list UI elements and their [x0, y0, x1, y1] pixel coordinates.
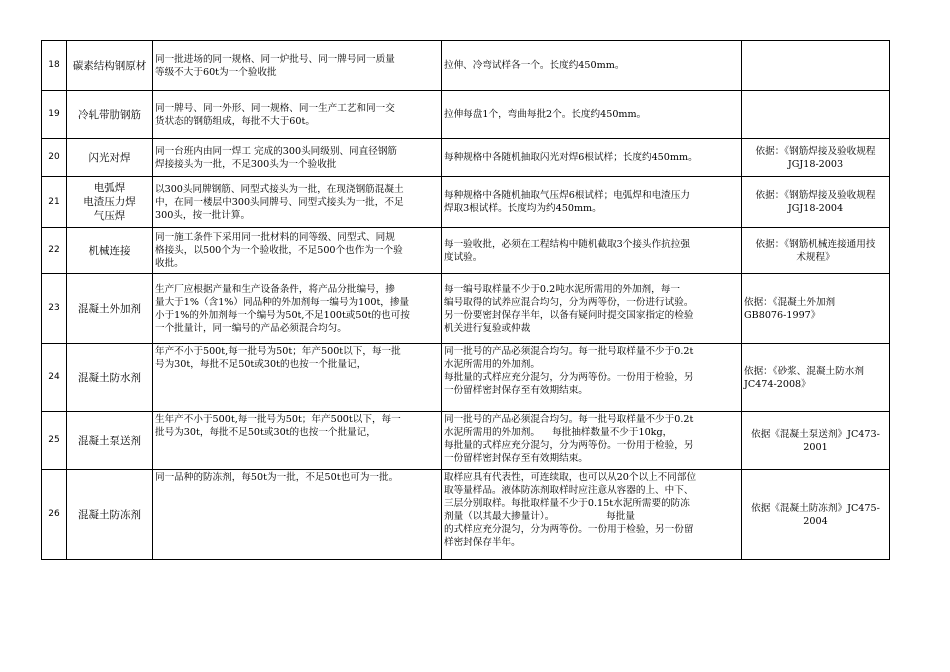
standard-basis-line: 依据：《混凝土外加剂	[744, 296, 836, 308]
sampling-method-line: 一份留样密封保存至有效期结束。	[444, 385, 588, 396]
sampling-method-line: 每批量的式样应充分混匀，分为两等份。一份用于检验，另	[444, 372, 694, 383]
batch-rule-line: 等级不大于60t为一个验收批	[155, 66, 277, 78]
batch-rule	[153, 274, 442, 344]
batch-rule	[153, 177, 442, 228]
standard-basis-line: 2004	[803, 515, 828, 527]
batch-rule-line: 货状态的钢筋组成，每批不大于60t。	[155, 115, 315, 127]
batch-rule	[153, 228, 442, 274]
material-name	[67, 228, 153, 274]
sampling-method	[442, 41, 742, 91]
material-name-line: 混凝土防冻剂	[78, 508, 141, 521]
standard-basis-line: 依据《混凝土泵送剂》JC473-	[751, 428, 880, 440]
material-name	[67, 344, 153, 412]
sampling-method-line: 三层分别取样。每批取样量不少于0.15t水泥所需要的防冻	[444, 498, 690, 509]
material-name-line: 电弧焊	[93, 182, 126, 194]
material-name-line: 机械连接	[88, 244, 131, 257]
sampling-method	[442, 228, 742, 274]
batch-rule	[153, 91, 442, 139]
standard-basis-line: 依据：《钢筋机械连接通用技	[755, 238, 876, 250]
batch-rule	[153, 41, 442, 91]
batch-rule-line: 中，在同一楼层中300头同牌号、同型式接头为一批，不足	[155, 196, 404, 208]
table-row	[42, 177, 890, 228]
sampling-method	[442, 139, 742, 177]
material-name	[67, 91, 153, 139]
inspection-sampling-table	[41, 40, 890, 560]
sampling-method-line: 每批量的式样应充分混匀，分为两等份。一份用于检验，另	[444, 440, 694, 451]
material-name	[67, 412, 153, 470]
batch-rule-line: 生产厂应根据产量和生产设备条件，将产品分批编号，掺	[155, 283, 395, 295]
standard-basis-line: 术规程》	[796, 251, 835, 263]
sampling-method-line: 编号取得的试养应混合均匀，分为两等份，一份进行试验。	[444, 296, 694, 308]
batch-rule-line: 小于1%的外加剂每一个编号为50t,不足100t或50t的也可按	[155, 309, 410, 321]
material-name	[67, 274, 153, 344]
material-name	[67, 177, 153, 228]
sampling-method-line: 拉伸、冷弯试样各一个。长度约450mm。	[444, 60, 625, 71]
batch-rule-line: 年产不小于500t,每一批号为50t；年产500t以下，每一批	[155, 346, 401, 357]
table-row	[42, 470, 890, 560]
batch-rule	[153, 344, 442, 412]
sampling-method-line: 水泥所需用的外加剂。 每批抽样数量不少于10kg，	[444, 427, 673, 438]
standard-basis-line: JGJ18-2003	[787, 158, 844, 170]
sampling-method-line: 水泥所需用的外加剂。	[444, 359, 540, 370]
batch-rule-line: 300头，按一批计算。	[155, 209, 251, 221]
batch-rule-line: 同一牌号、同一外形、同一规格、同一生产工艺和同一交	[155, 102, 395, 114]
standard-basis	[742, 274, 890, 344]
standard-basis-line: 2001	[803, 441, 828, 453]
table-row	[42, 274, 890, 344]
material-name-line: 碳素结构钢原材	[72, 59, 147, 72]
sampling-method	[442, 344, 742, 412]
row-number: 21	[42, 177, 67, 228]
table-row	[42, 41, 890, 91]
batch-rule-line: 批号为30t，每批不足50t或30t的也按一个批量记，	[155, 427, 376, 438]
batch-rule-line: 量大于1%（含1%）同品种的外加剂每一编号为100t，掺量	[155, 296, 410, 308]
sampling-method-line: 焊取3根试样。长度均为约450mm。	[444, 203, 602, 214]
row-number: 24	[42, 344, 67, 412]
standard-basis-line: 依据：《砂浆、混凝土防水剂	[744, 365, 864, 377]
sampling-method-line: 另一份要密封保存半年，以备有疑问时提交国家指定的检验	[444, 309, 694, 321]
batch-rule-line: 格接头，以500个为一个验收批，不足500个也作为一个验	[155, 245, 403, 256]
standard-basis-line: 依据：《钢筋焊接及验收规程	[755, 190, 876, 201]
standard-basis	[742, 344, 890, 412]
row-number: 23	[42, 274, 67, 344]
table-body	[42, 41, 890, 560]
standard-basis	[742, 91, 890, 139]
standard-basis	[742, 412, 890, 470]
standard-basis-line: JC474-2008》	[744, 378, 811, 390]
standard-basis	[742, 177, 890, 228]
sampling-method-line: 度试验。	[444, 251, 483, 263]
sampling-method-line: 同一批号的产品必须混合均匀。每一批号取样量不少于0.2t	[444, 346, 694, 357]
row-number: 25	[42, 412, 67, 470]
sampling-method-line: 机关进行复验或仲裁	[444, 322, 531, 334]
sampling-method	[442, 412, 742, 470]
standard-basis-line: GB8076-1997》	[744, 309, 821, 321]
material-name	[67, 139, 153, 177]
sampling-method-line: 的式样应充分混匀，分为两等份。一份用于检验，另一份留	[444, 524, 694, 535]
sampling-method	[442, 91, 742, 139]
row-number: 19	[42, 91, 67, 139]
sampling-method-line: 拉伸每盘1个，弯曲每批2个。长度约450mm。	[444, 109, 647, 120]
standard-basis-line: 依据《混凝土防冻剂》JC475-	[751, 502, 880, 514]
standard-basis	[742, 228, 890, 274]
sampling-method-line: 样密封保存半年。	[444, 537, 521, 548]
batch-rule-line: 收批。	[155, 258, 184, 269]
batch-rule-line: 同一台班内由同一焊工 完成的300头同级别、同直径钢筋	[155, 145, 398, 157]
material-name-line: 冷轧带肋钢筋	[78, 108, 141, 121]
table-row	[42, 91, 890, 139]
material-name-line: 混凝土泵送剂	[78, 434, 141, 447]
batch-rule-line: 同一批进场的同一规格、同一炉批号、同一牌号同一质量	[155, 53, 395, 65]
table-row	[42, 412, 890, 470]
standard-basis	[742, 470, 890, 560]
batch-rule	[153, 139, 442, 177]
row-number: 22	[42, 228, 67, 274]
material-name-line: 混凝土外加剂	[78, 302, 141, 315]
material-name-line: 闪光对焊	[88, 151, 131, 164]
standard-basis-line: JGJ18-2004	[787, 203, 844, 214]
standard-basis-line: 依据：《钢筋焊接及验收规程	[755, 145, 876, 157]
sampling-method-line: 每种规格中各随机抽取气压焊6根试样；电弧焊和电渣压力	[444, 190, 690, 201]
sampling-method-line: 取等量样品。液体防冻剂取样时应注意从容器的上、中下、	[444, 485, 694, 496]
material-name	[67, 470, 153, 560]
row-number: 20	[42, 139, 67, 177]
sampling-method-line: 每一编号取样量不少于0.2吨水泥所需用的外加剂，每一	[444, 283, 680, 295]
sampling-method-line: 一份留样密封保存至有效期结束。	[444, 453, 588, 464]
sampling-method-line: 每一验收批，必须在工程结构中随机截取3个接头作抗拉强	[444, 238, 690, 250]
batch-rule-line: 以300头同牌钢筋、同型式接头为一批，在现浇钢筋混凝土	[155, 183, 404, 195]
table-row	[42, 344, 890, 412]
row-number: 26	[42, 470, 67, 560]
sampling-method-line: 每种规格中各随机抽取闪光对焊6根试样；长度约450mm。	[444, 152, 698, 163]
material-name-line: 气压焊	[93, 210, 126, 222]
material-name-line: 电渣压力焊	[83, 196, 136, 208]
sampling-method-line: 取样应具有代表性，可连续取，也可以从20个以上不同部位	[444, 472, 697, 483]
standard-basis	[742, 139, 890, 177]
sampling-method	[442, 470, 742, 560]
batch-rule-line: 同一品种的防冻剂，每50t为一批，不足50t也可为一批。	[155, 472, 399, 483]
batch-rule	[153, 470, 442, 560]
sampling-method	[442, 274, 742, 344]
table-row	[42, 139, 890, 177]
table-row	[42, 228, 890, 274]
sampling-method-line: 同一批号的产品必须混合均匀。每一批号取样量不少于0.2t	[444, 414, 694, 425]
material-name	[67, 41, 153, 91]
batch-rule-line: 号为30t，每批不足50t或30t的也按一个批量记，	[155, 359, 367, 370]
batch-rule	[153, 412, 442, 470]
batch-rule-line: 生年产不小于500t,每一批号为50t；年产500t以下，每一	[155, 414, 401, 425]
row-number: 18	[42, 41, 67, 91]
batch-rule-line: 一个批量计，同一编号的产品必须混合均匀。	[155, 322, 347, 334]
batch-rule-line: 焊接接头为一批，不足300头为一个验收批	[155, 158, 337, 170]
standard-basis	[742, 41, 890, 91]
material-name-line: 混凝土防水剂	[78, 371, 141, 384]
batch-rule-line: 同一施工条件下采用同一批材料的同等级、同型式、同规	[155, 232, 395, 243]
sampling-method	[442, 177, 742, 228]
sampling-method-line: 剂量（以其最大掺量计）。 每批量	[444, 511, 635, 522]
